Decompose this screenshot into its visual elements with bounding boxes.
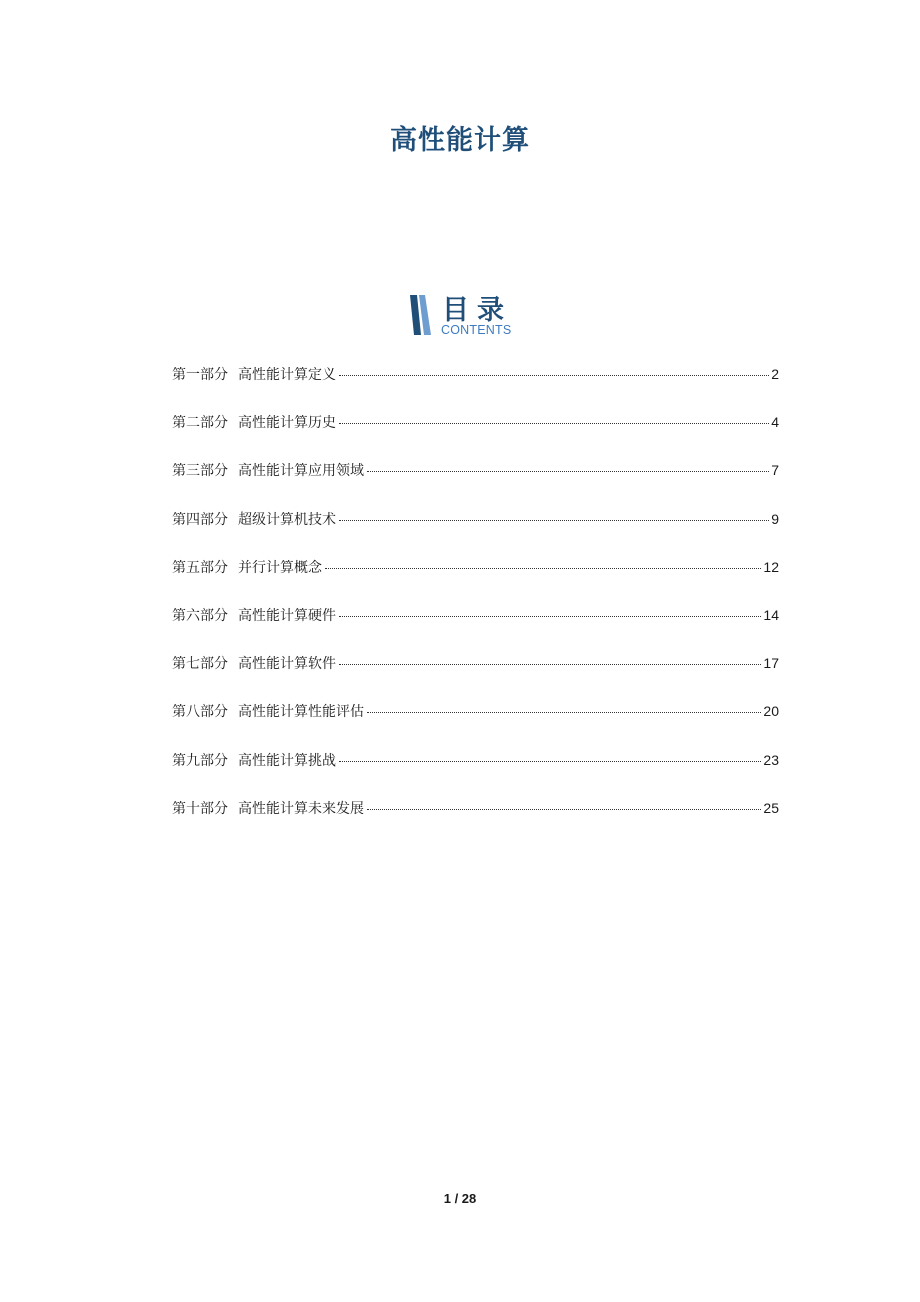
toc-title: 目录 [442,295,512,326]
toc-entry-title: 高性能计算性能评估 [238,704,364,721]
toc-entry-part: 第三部分 [172,463,228,480]
toc-dot-leader [367,809,761,810]
toc-entry-title: 高性能计算未来发展 [238,800,364,817]
toc-dot-leader [339,616,761,617]
toc-entry-page: 14 [763,606,779,623]
toc-entry[interactable] [172,412,779,460]
toc-entry-page: 4 [771,414,779,431]
toc-entry-title: 超级计算机技术 [238,511,336,528]
toc-entry-page: 2 [771,366,779,382]
toc-heading [408,292,528,340]
toc-entry-title: 高性能计算硬件 [238,607,336,624]
toc-dot-leader [339,520,769,521]
toc-entry-title: 高性能计算软件 [238,656,336,673]
toc-entry-page: 12 [763,558,779,575]
toc-entry-part: 第八部分 [172,704,228,721]
toc-entry-part: 第五部分 [172,559,228,576]
toc-entry-title: 高性能计算定义 [238,367,336,383]
toc-entry[interactable] [172,653,779,701]
toc-entry-title: 高性能计算挑战 [238,752,336,769]
toc-entry-part: 第六部分 [172,607,228,624]
toc-entry[interactable] [172,701,779,749]
toc-entry-title: 高性能计算应用领域 [238,463,364,480]
toc-entry-page: 25 [763,799,779,816]
toc-entry-part: 第十部分 [172,800,228,817]
toc-entry-part: 第四部分 [172,511,228,528]
toc-subtitle: CONTENTS [441,323,512,337]
toc-dot-leader [325,568,761,569]
toc-entry-part: 第二部分 [172,415,228,432]
toc-entry[interactable] [172,460,779,508]
toc-dot-leader [339,761,761,762]
toc-entry[interactable] [172,364,779,412]
toc-dot-leader [367,712,761,713]
toc-dot-leader [339,375,769,376]
toc-entry[interactable] [172,557,779,605]
toc-entry-page: 23 [763,751,779,768]
toc-entry-part: 第一部分 [172,367,228,383]
toc-list [172,364,779,846]
toc-entry-part: 第七部分 [172,656,228,673]
toc-entry[interactable] [172,750,779,798]
document-title: 高性能计算 [390,125,530,156]
toc-dot-leader [339,423,769,424]
toc-dot-leader [339,664,761,665]
toc-entry-page: 9 [771,510,779,527]
toc-entry-page: 7 [771,462,779,479]
toc-entry-page: 20 [763,703,779,720]
toc-entry-title: 高性能计算历史 [238,415,336,432]
toc-logo-mark [408,295,434,335]
toc-entry[interactable] [172,509,779,557]
toc-entry-page: 17 [763,655,779,672]
toc-entry-part: 第九部分 [172,752,228,769]
toc-entry[interactable] [172,605,779,653]
page-number: 1 / 28 [443,1191,477,1206]
toc-entry-title: 并行计算概念 [238,559,322,576]
toc-dot-leader [367,471,769,472]
toc-entry[interactable] [172,798,779,846]
